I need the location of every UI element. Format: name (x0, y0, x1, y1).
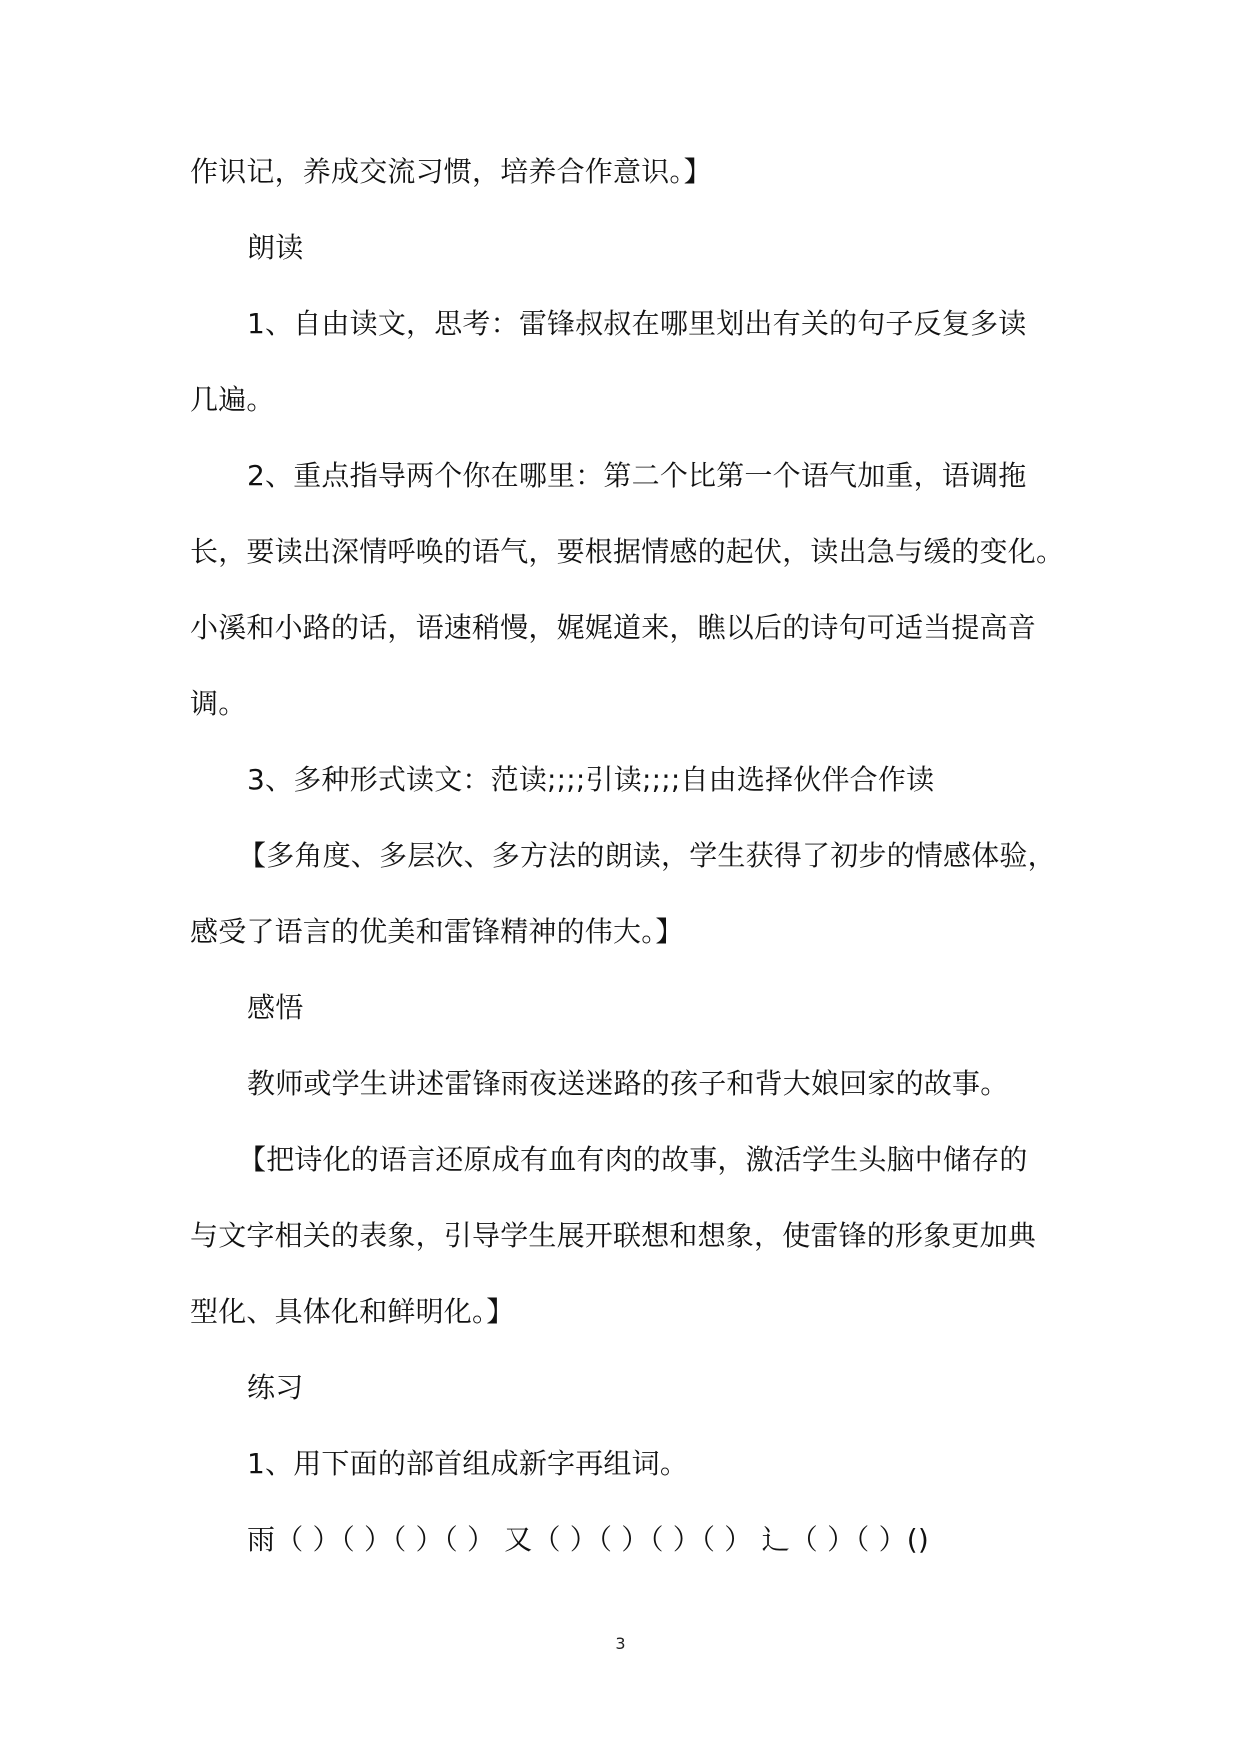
text-line-15: 与文字相关的表象，引导学生展开联想和想象，使雷锋的形象更加典 (190, 1219, 1037, 1252)
text-line-3: 1、自由读文，思考：雷锋叔叔在哪里划出有关的句子反复多读 (247, 307, 1027, 340)
text-line-16: 型化、具体化和鲜明化。】 (190, 1295, 515, 1328)
text-line-11: 感受了语言的优美和雷锋精神的伟大。】 (190, 915, 684, 948)
text-line-18: 1、用下面的部首组成新字再组词。 (247, 1447, 689, 1480)
text-line-8: 调。 (190, 687, 247, 720)
text-line-13: 教师或学生讲述雷锋雨夜送迷路的孩子和背大娘回家的故事。 (247, 1067, 1009, 1100)
text-line-9: 3、多种形式读文：范读;;;;引读;;;;自由选择伙伴合作读 (247, 763, 935, 796)
text-line-1: 作识记，养成交流习惯，培养合作意识。】 (190, 155, 712, 188)
text-line-19: 雨（ ）（ ）（ ）（ ） 又（ ）（ ）（ ）（ ） 辶（ ）（ ）() (247, 1523, 930, 1556)
text-line-4: 几遍。 (190, 383, 275, 416)
heading-reading: 朗读 (247, 231, 304, 264)
heading-reflection: 感悟 (247, 991, 304, 1024)
text-line-5: 2、重点指导两个你在哪里：第二个比第一个语气加重，语调拖 (247, 459, 1027, 492)
document-body (190, 142, 1070, 1586)
heading-practice: 练习 (247, 1371, 304, 1404)
text-line-6: 长，要读出深情呼唤的语气，要根据情感的起伏，读出急与缓的变化。 (190, 535, 1065, 568)
text-line-7: 小溪和小路的话，语速稍慢，娓娓道来，瞧以后的诗句可适当提高音 (190, 611, 1037, 644)
page-number: 3 (615, 1634, 626, 1653)
text-line-10: 【多角度、多层次、多方法的朗读，学生获得了初步的情感体验， (238, 839, 1056, 872)
text-line-14: 【把诗化的语言还原成有血有肉的故事，激活学生头脑中储存的 (238, 1143, 1028, 1176)
